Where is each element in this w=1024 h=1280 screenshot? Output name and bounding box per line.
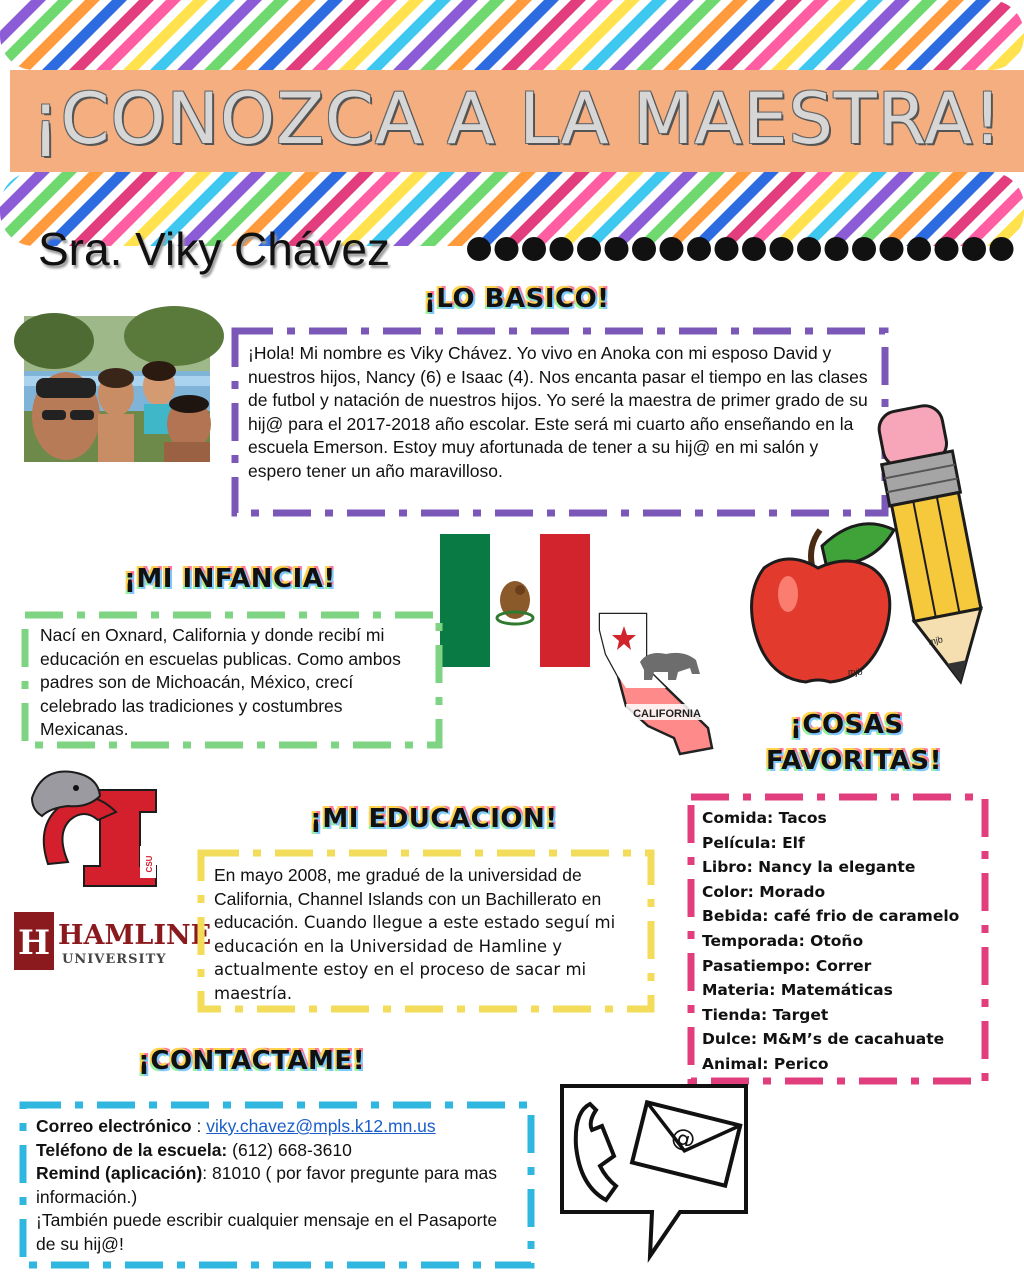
- favorite-item: Color: Morado: [702, 882, 826, 901]
- csu-label: CSU: [145, 855, 154, 873]
- decor-dot: [962, 237, 986, 261]
- remind-value: : 81010 ( por favor pregunte para mas información.): [36, 1163, 498, 1207]
- educacion-text-part1: En mayo 2008, me gradué de la universidad de California, Channel Islands con un Bachillerato en educación.: [214, 865, 602, 932]
- email-separator: :: [191, 1116, 207, 1136]
- pencil-icon: [880, 402, 990, 688]
- decor-dot: [495, 237, 519, 261]
- remind-label: Remind (aplicación): [36, 1163, 203, 1183]
- page-title: ¡CONOZCA A LA MAESTRA!: [31, 78, 1003, 160]
- decor-dot: [605, 237, 629, 261]
- favorite-item: Libro: Nancy la elegante: [702, 858, 916, 877]
- contact-text: [36, 1115, 521, 1256]
- basico-heading: ¡LO BASICO!: [424, 284, 610, 314]
- mexico-flag-icon: [440, 534, 590, 667]
- apple-icon: [748, 512, 900, 698]
- california-map-icon: [596, 610, 718, 758]
- hamline-university: UNIVERSITY: [62, 952, 167, 967]
- hamline-name: HAMLINE: [58, 920, 212, 951]
- contact-bubble-icon: [556, 1082, 752, 1272]
- favorite-item: Película: Elf: [702, 833, 805, 852]
- contact-note: ¡También puede escribir cualquier mensaje en el Pasaporte de su hij@!: [36, 1210, 498, 1254]
- decor-dot: [770, 237, 794, 261]
- favorite-item: Comida: Tacos: [702, 809, 827, 827]
- csu-dolphin-logo: [28, 768, 162, 888]
- decor-dot: [550, 237, 574, 261]
- educacion-heading: ¡MI EDUCACION!: [310, 804, 558, 834]
- favorite-item: Dulce: M&M’s de cacahuate: [702, 1030, 945, 1049]
- contacto-heading: ¡CONTACTAME!: [138, 1046, 366, 1076]
- teacher-name: Sra. Viky Chávez: [38, 223, 390, 275]
- pencil-signature: mjb: [927, 634, 944, 647]
- infancia-text: Nací en Oxnard, California y donde recibí mi educación en escuelas publicas. Como ambos padres son de Michoacán, México, crecí celebrado las tradiciones y costumbres Mexicanas.: [40, 625, 401, 739]
- decor-dot: [797, 237, 821, 261]
- decor-dot: [990, 237, 1014, 261]
- educacion-text-part2: Cuando llegue a este estado seguí mi educación en la Universidad de Hamline y actualmente estoy en el proceso de sacar mi maestría.: [214, 913, 616, 1003]
- email-label: Correo electrónico: [36, 1116, 192, 1136]
- family-photo: [24, 316, 210, 462]
- decor-dot: [880, 237, 904, 261]
- decor-dot: [935, 237, 959, 261]
- decor-dot: [522, 237, 546, 261]
- favorites-list: [702, 806, 982, 1077]
- stripe-banner-top: [0, 0, 1024, 70]
- favorite-item: Tienda: Target: [702, 1005, 829, 1024]
- favorite-item: Materia: Matemáticas: [702, 981, 893, 1000]
- educacion-text: [214, 864, 639, 1005]
- phone-value: (612) 668-3610: [227, 1139, 352, 1160]
- infancia-heading: ¡MI INFANCIA!: [124, 564, 336, 594]
- favoritas-heading-line2: FAVORITAS!: [766, 746, 943, 776]
- decor-dot: [467, 237, 491, 261]
- phone-label: Teléfono de la escuela:: [36, 1139, 228, 1160]
- decor-dot: [715, 237, 739, 261]
- favorite-item: Animal: Perico: [702, 1054, 829, 1073]
- favoritas-heading-line1: ¡COSAS: [790, 710, 904, 740]
- favorite-item: Temporada: Otoño: [702, 931, 864, 950]
- hamline-logo: [14, 908, 212, 974]
- decor-dot: [852, 237, 876, 261]
- basico-text: ¡Hola! Mi nombre es Viky Chávez. Yo vivo en Anoka con mi esposo David y nuestros hijos, Nancy (6) e Isaac (4). Nos encanta pasar el tiempo en las clases de futbol y natación de nuestros hijos. Yo seré la maestra de primer grado de su hij@ para el 2017-2018 año escolar. Este será mi cuarto año enseñando en la escuela Emerson. Estoy muy afortunada de tener a su hij@ en mi salón y espero tener un año maravilloso.: [248, 343, 868, 481]
- email-link[interactable]: viky.chavez@mpls.k12.mn.us: [206, 1116, 436, 1136]
- california-label: CALIFORNIA: [633, 708, 701, 720]
- favorite-item: Pasatiempo: Correr: [702, 956, 872, 975]
- decor-dot: [687, 237, 711, 261]
- decor-dot: [660, 237, 684, 261]
- dots-decoration: [465, 232, 1024, 266]
- favorite-item: Bebida: café frio de caramelo: [702, 907, 960, 926]
- decor-dot: [825, 237, 849, 261]
- decor-dot: [632, 237, 656, 261]
- decor-dot: [907, 237, 931, 261]
- apple-signature: mjb: [848, 667, 863, 677]
- decor-dot: [742, 237, 766, 261]
- svg-text:H: H: [17, 923, 51, 963]
- svg-text:@: @: [668, 1121, 699, 1155]
- decor-dot: [577, 237, 601, 261]
